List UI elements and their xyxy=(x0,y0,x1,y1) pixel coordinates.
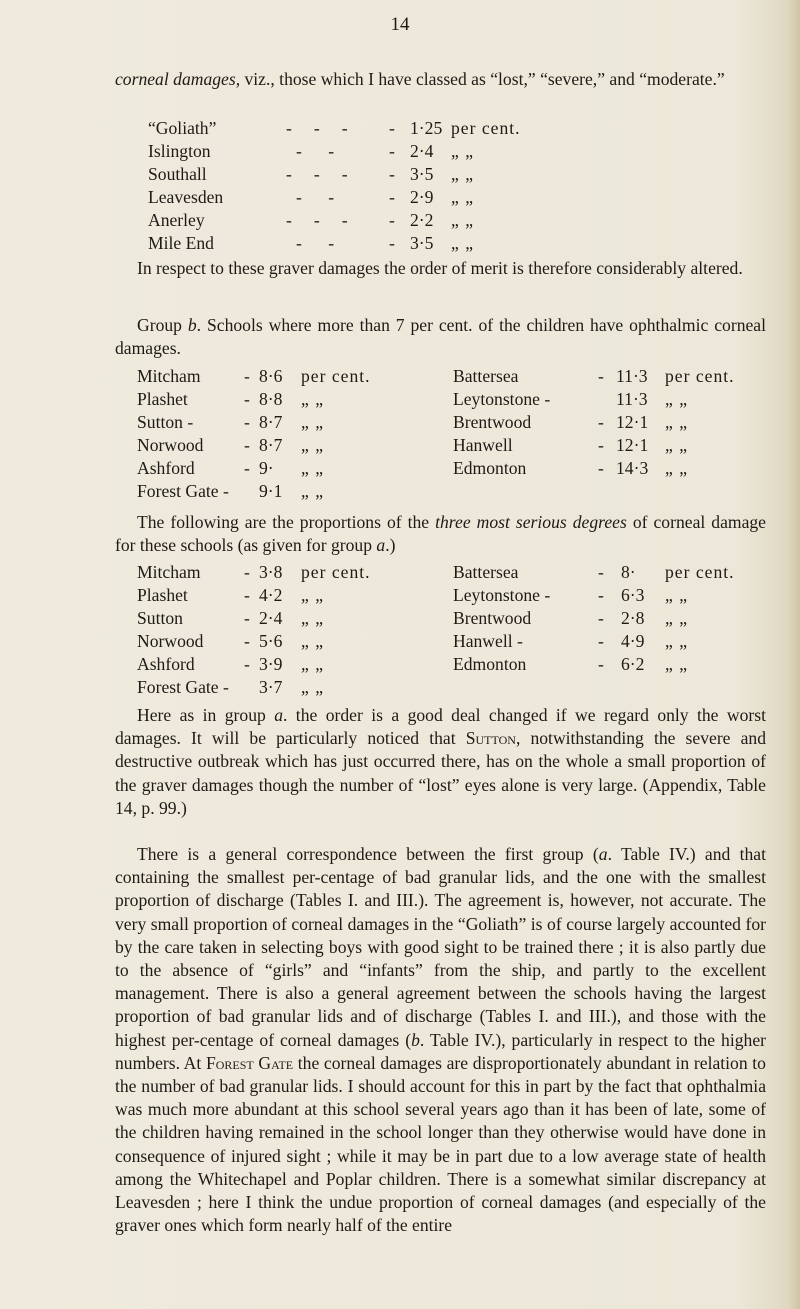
percent-unit: per cent. xyxy=(665,366,735,386)
table-row xyxy=(137,676,447,699)
table-row xyxy=(137,584,447,607)
percent-value: 9·1 xyxy=(259,481,283,501)
intro-italic: corneal damages, xyxy=(115,69,241,89)
percent-unit: „ „ xyxy=(451,210,475,230)
percent-value: 3·5 xyxy=(410,233,434,253)
group-b-prefix: Group xyxy=(137,315,188,335)
paragraph-here xyxy=(115,704,766,820)
table-row xyxy=(137,388,447,411)
percent-unit: „ „ xyxy=(451,233,475,253)
percent-unit: „ „ xyxy=(301,435,325,455)
proportions-italic: three most serious degrees xyxy=(435,512,627,532)
table-row xyxy=(137,457,447,480)
percent-value: 4·9 xyxy=(621,631,645,651)
leader-dash: - xyxy=(598,412,604,432)
percent-unit: „ „ xyxy=(301,631,325,651)
table-row xyxy=(137,607,447,630)
percent-value: 11·3 xyxy=(616,389,648,409)
leader-dash: - xyxy=(244,631,250,651)
leader-dash: - xyxy=(244,608,250,628)
table-row xyxy=(453,584,763,607)
percent-value: 12·1 xyxy=(616,412,649,432)
table-row xyxy=(453,411,763,434)
percent-unit: „ „ xyxy=(665,435,689,455)
leader-dash: - xyxy=(598,435,604,455)
school-name: Battersea xyxy=(453,366,519,386)
percent-value: 2·2 xyxy=(410,210,434,230)
leader-dash: - xyxy=(598,585,604,605)
percent-value: 3·8 xyxy=(259,562,283,582)
percent-value: 6·2 xyxy=(621,654,645,674)
percent-value: 2·4 xyxy=(259,608,283,628)
leader-dash: - - xyxy=(296,141,335,161)
leader-dash: - xyxy=(389,164,395,184)
percent-value: 3·7 xyxy=(259,677,283,697)
percent-unit: „ „ xyxy=(451,164,475,184)
school-name: Leavesden xyxy=(148,187,224,207)
percent-value: 4·2 xyxy=(259,585,283,605)
leader-dash: - xyxy=(389,141,395,161)
table-row xyxy=(137,365,447,388)
percent-unit: „ „ xyxy=(665,654,689,674)
percent-unit: „ „ xyxy=(665,608,689,628)
leader-dash: - xyxy=(244,366,250,386)
list-item xyxy=(148,232,708,255)
paragraph-graver-damages: In respect to these graver damages the order of merit is therefore considerably altered. xyxy=(137,258,743,278)
leader-dash: - xyxy=(244,389,250,409)
percent-value: 5·6 xyxy=(259,631,283,651)
percent-unit: per cent. xyxy=(665,562,735,582)
leader-dash: - xyxy=(244,654,250,674)
proportions-text-after: .) xyxy=(385,535,396,556)
leader-dash: - xyxy=(244,585,250,605)
percent-value: 11·3 xyxy=(616,366,648,386)
leader-dash: - xyxy=(598,608,604,628)
text-run: . Table IV.), particularly in respect to the higher numbers. At xyxy=(115,1029,766,1073)
leader-dash: - - - xyxy=(286,164,348,184)
table-row xyxy=(453,365,763,388)
percent-unit: „ „ xyxy=(665,631,689,651)
leader-dash: - xyxy=(598,366,604,386)
school-name: Leytonstone - xyxy=(453,389,551,409)
percent-unit: „ „ xyxy=(665,585,689,605)
text-run: the corneal damages are disproportionately abundant in relation to the number of bad granular lids. I should account for this in part by the fact that ophthalmia was much more abundant at this school several years ago than it has been of late, some of the children having remained in the school longer than they otherwise would have done in consequence of injured sight ; while it may be in part due to a low average state of health among the Whitechapel and Poplar children. There is a somewhat similar discrepancy at Leavesden ; here I think the undue proportion of corneal damages (and especially of the graver ones which form nearly half of the entire xyxy=(115,1052,766,1236)
list-item xyxy=(148,186,708,209)
school-name: Forest Gate - xyxy=(137,481,229,501)
percent-unit: „ „ xyxy=(665,389,689,409)
text-run-italic: a xyxy=(598,844,608,864)
leader-dash: - xyxy=(244,458,250,478)
table-row xyxy=(453,607,763,630)
intro-text-after: viz., those which I have classed as “lost,” “severe,” and “moderate.” xyxy=(240,69,725,89)
proportions-intro xyxy=(115,511,766,557)
leader-dash: - xyxy=(598,654,604,674)
percent-unit: „ „ xyxy=(301,608,325,628)
percent-unit: „ „ xyxy=(665,458,689,478)
school-name: Mile End xyxy=(148,233,214,253)
text-run-smallcaps: Sutton xyxy=(465,728,516,749)
percent-unit: „ „ xyxy=(665,412,689,432)
percent-value: 1·25 xyxy=(410,118,443,138)
table-row xyxy=(137,630,447,653)
leader-dash: - - - xyxy=(286,118,348,138)
table-row xyxy=(137,434,447,457)
school-name: Edmonton xyxy=(453,458,527,478)
school-name: Southall xyxy=(148,164,207,184)
school-name: Ashford xyxy=(137,458,195,478)
percent-value: 2·8 xyxy=(621,608,645,628)
percent-unit: „ „ xyxy=(301,481,325,501)
table-row xyxy=(137,653,447,676)
list-item xyxy=(148,163,708,186)
percent-unit: „ „ xyxy=(301,654,325,674)
table-row xyxy=(453,653,763,676)
percent-value: 12·1 xyxy=(616,435,649,455)
school-name: Mitcham xyxy=(137,366,201,386)
group-b-intro xyxy=(115,314,766,360)
text-run: . Table IV.) and that containing the smallest per-centage of bad granular lids, and the one with the smallest proportion of discharge (Tables I. and III.). The agreement is, however, not accurate. The very small proportion of corneal damages in the “Goliath” is of course largely accounted for by the care taken in selecting boys with good sight to be trained there ; it is also partly due to the absence of “girls” and “infants” from the ship, and partly to the excellent management. There is also a general agreement between the schools having the largest proportion of bad granular lids and of discharge (Tables I. and III.), and those with the highest per-centage of corneal damages ( xyxy=(115,844,766,1050)
percent-value: 14·3 xyxy=(616,458,649,478)
school-name: Mitcham xyxy=(137,562,201,582)
percent-unit: „ „ xyxy=(301,677,325,697)
percent-unit: „ „ xyxy=(451,141,475,161)
page-edge-shadow xyxy=(786,0,800,1309)
school-name: Brentwood xyxy=(453,608,532,628)
group-b-letter: b xyxy=(187,315,197,335)
percent-unit: „ „ xyxy=(301,389,325,409)
percent-unit: „ „ xyxy=(301,585,325,605)
school-name: Norwood xyxy=(137,631,204,651)
leader-dash: - xyxy=(389,187,395,207)
leader-dash: - - xyxy=(296,233,335,253)
list-item xyxy=(148,117,708,140)
leader-dash: - xyxy=(598,562,604,582)
percent-value: 9· xyxy=(259,458,274,478)
percent-unit: per cent. xyxy=(451,118,521,138)
percent-value: 8·6 xyxy=(259,366,283,386)
school-name: Edmonton xyxy=(453,654,527,674)
school-name: Forest Gate - xyxy=(137,677,229,697)
leader-dash: - xyxy=(598,458,604,478)
school-name: Leytonstone - xyxy=(453,585,551,605)
leader-dash: - - - xyxy=(286,210,348,230)
percent-unit: „ „ xyxy=(301,458,325,478)
school-name: Sutton - xyxy=(137,412,194,432)
leader-dash: - - xyxy=(296,187,335,207)
text-run: Here as in group xyxy=(137,705,275,725)
percent-unit: per cent. xyxy=(301,562,371,582)
percent-value: 2·9 xyxy=(410,187,434,207)
school-name: Hanwell - xyxy=(453,631,523,651)
table-row xyxy=(453,457,763,480)
school-name: Battersea xyxy=(453,562,519,582)
leader-dash: - xyxy=(389,233,395,253)
school-name: Plashet xyxy=(137,585,188,605)
intro-paragraph xyxy=(115,68,766,91)
group-b-text: . Schools where more than 7 per cent. of the children have ophthalmic corneal damages. xyxy=(115,315,766,359)
proportions-text-before: The following are the proportions of the xyxy=(137,512,436,532)
percent-unit: per cent. xyxy=(301,366,371,386)
leader-dash: - xyxy=(389,210,395,230)
table-row xyxy=(453,388,763,411)
school-name: Brentwood xyxy=(453,412,532,432)
table-row xyxy=(453,434,763,457)
percent-value: 6·3 xyxy=(621,585,645,605)
text-run: . the order is a good deal changed if we regard only the worst damages. It will be particularly noticed that xyxy=(115,705,766,749)
school-name: “Goliath” xyxy=(148,118,217,138)
text-run: There is a general correspondence between the first group ( xyxy=(137,844,599,864)
table-row xyxy=(137,480,447,503)
school-name: Anerley xyxy=(148,210,205,230)
proportions-text-middle: of corneal damage for these schools (as given for group xyxy=(115,512,766,556)
school-name: Islington xyxy=(148,141,211,161)
percent-value: 8· xyxy=(621,562,636,582)
percent-value: 3·9 xyxy=(259,654,283,674)
paragraph-there xyxy=(115,843,766,1237)
leader-dash: - xyxy=(244,435,250,455)
text-run-smallcaps: Forest Gate xyxy=(205,1052,294,1073)
table-row xyxy=(137,411,447,434)
leader-dash: - xyxy=(389,118,395,138)
text-run-italic: b xyxy=(411,1029,420,1050)
text-run: , notwithstanding the severe and destructive outbreak which has just occurred there, has on the whole a small proportion of the graver damages though the number of “lost” eyes alone is very large. (Appendix, Table 14, p. 99.) xyxy=(115,728,767,818)
text-run-italic: a xyxy=(274,705,283,725)
table-row xyxy=(137,561,447,584)
proportions-group-letter: a xyxy=(376,535,386,556)
school-name: Sutton xyxy=(137,608,183,628)
table-row xyxy=(453,561,763,584)
leader-dash: - xyxy=(244,412,250,432)
table-row xyxy=(453,630,763,653)
school-name: Plashet xyxy=(137,389,188,409)
school-name: Hanwell xyxy=(453,435,513,455)
percent-unit: „ „ xyxy=(451,187,475,207)
percent-value: 8·7 xyxy=(259,412,283,432)
school-name: Norwood xyxy=(137,435,204,455)
leader-dash: - xyxy=(244,562,250,582)
percent-value: 3·5 xyxy=(410,164,434,184)
school-name: Ashford xyxy=(137,654,195,674)
percent-value: 2·4 xyxy=(410,141,434,161)
percent-value: 8·7 xyxy=(259,435,283,455)
list-item xyxy=(148,209,708,232)
percent-unit: „ „ xyxy=(301,412,325,432)
page-number: 14 xyxy=(390,14,410,35)
list-item xyxy=(148,140,708,163)
leader-dash: - xyxy=(598,631,604,651)
percent-value: 8·8 xyxy=(259,389,283,409)
